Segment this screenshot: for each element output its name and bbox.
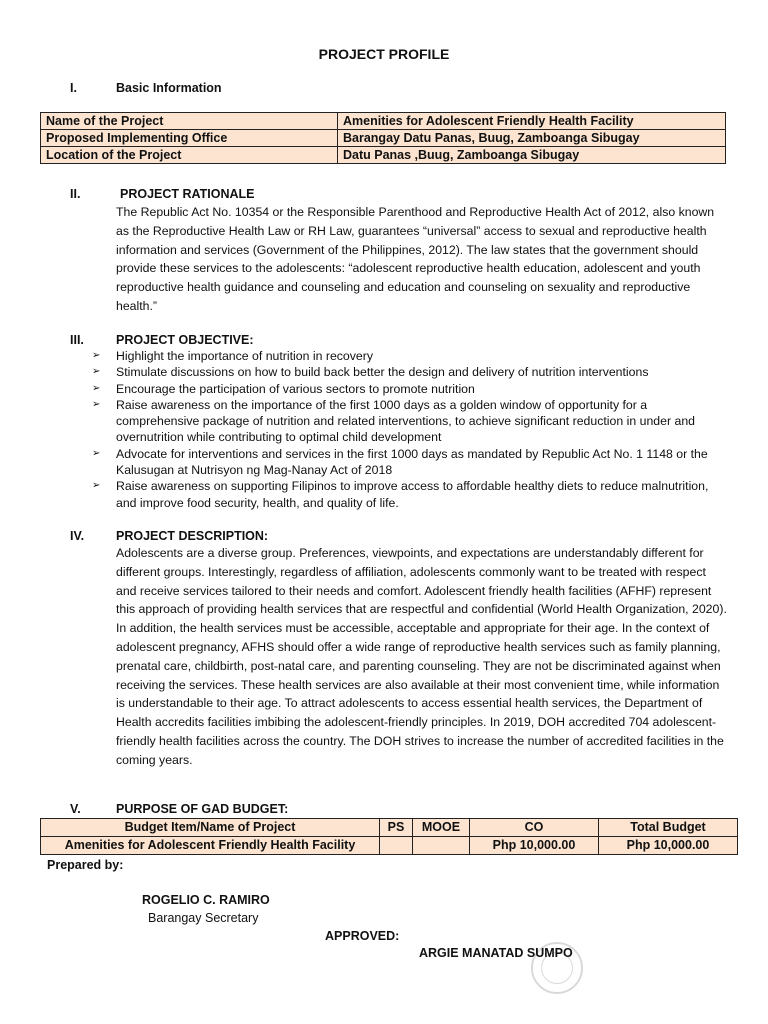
approver-name: ARGIE MANATAD SUMPO: [419, 946, 573, 960]
budget-header-mooe: MOOE: [413, 819, 470, 837]
budget-header-item: Budget Item/Name of Project: [41, 819, 380, 837]
budget-header-total: Total Budget: [599, 819, 738, 837]
info-value: Amenities for Adolescent Friendly Health Facility: [338, 113, 726, 130]
arrowhead-bullet-icon: ➢: [92, 366, 101, 378]
section-3-number: III.: [70, 333, 84, 347]
list-item: ➢ Raise awareness on the importance of the first 1000 days as a golden window of opportunity for a comprehensive package of nutrition and related interventions, to achieve significant reduction in under and overnutrition while contributing to optimal child development: [92, 397, 695, 445]
section-2-number: II.: [70, 187, 81, 201]
info-label: Name of the Project: [41, 113, 338, 130]
section-1-heading: Basic Information: [116, 81, 222, 95]
budget-ps: [380, 837, 413, 855]
arrowhead-bullet-icon: ➢: [92, 480, 101, 492]
objectives-list: [92, 348, 728, 511]
preparer-name: ROGELIO C. RAMIRO: [142, 893, 270, 907]
budget-table: [40, 818, 738, 855]
arrowhead-bullet-icon: ➢: [92, 398, 101, 410]
arrowhead-bullet-icon: ➢: [92, 382, 101, 394]
list-item: ➢ Highlight the importance of nutrition in recovery: [92, 349, 373, 363]
preparer-title: Barangay Secretary: [148, 911, 259, 925]
section-1-number: I.: [70, 81, 77, 95]
budget-header-ps: PS: [380, 819, 413, 837]
section-4-heading: PROJECT DESCRIPTION:: [116, 529, 269, 543]
table-row: [41, 147, 726, 164]
basic-info-table: [40, 112, 726, 164]
info-value: Datu Panas ,Buug, Zamboanga Sibugay: [338, 147, 726, 164]
prepared-by-label: Prepared by:: [47, 858, 124, 872]
description-text: Adolescents are a diverse group. Preferences, viewpoints, and expectations are understandably different for different groups. Interestingly, regardless of affiliation, adolescents commonly want to be treated with respect and receive services tailored to their needs and comfort. Adolescent friendly health facilities (AFHF) represent this approach of providing health services that are respectful and confidential (World Health Organization, 2020). In addition, the health services must be accessible, acceptable and appropriate for their age. In the context of adolescent pregnancy, AFHS should offer a wide range of reproductive health services such as family planning, prenatal care, childbirth, post-natal care, and parenting counseling. They are not be discriminated against when receiving the services. These health services are also available at their most convenient time, while information is understandable to their age. To attract adolescents to access essential health services, the Department of Health accredits facilities imbibing the adolescent-friendly principles. In 2019, DOH accredited 704 adolescent-friendly health facilities across the country. The DOH strives to increase the number of accredited facilities in the coming years.: [116, 546, 727, 767]
rationale-text: The Republic Act No. 10354 or the Responsible Parenthood and Reproductive Health Act of 2012, also known as the Reproductive Health Law or RH Law, guarantees “universal” access to sexual and reproductive health information and services (Government of the Philippines, 2012). The law states that the government should provide these services to the adolescents: “adolescent reproductive health education, adolescent and youth reproductive health guidance and counseling and education and counseling on sexuality and reproductive health.”: [116, 205, 715, 313]
section-3-heading: PROJECT OBJECTIVE:: [116, 333, 254, 347]
arrowhead-bullet-icon: ➢: [92, 350, 101, 361]
section-5-heading: PURPOSE OF GAD BUDGET:: [116, 802, 289, 816]
table-row: [41, 819, 738, 837]
section-4-number: IV.: [70, 529, 85, 543]
list-item: ➢ Advocate for interventions and services in the first 1000 days as mandated by Republic Act No. 1 1148 or the Kalusugan at Nutrisyon ng Mag-Nanay Act of 2018: [92, 446, 708, 478]
list-item: ➢ Encourage the participation of various sectors to promote nutrition: [92, 381, 475, 396]
arrowhead-bullet-icon: ➢: [92, 447, 101, 459]
table-row: [41, 837, 738, 855]
page-title: PROJECT PROFILE: [318, 46, 450, 62]
list-item: ➢ Stimulate discussions on how to build back better the design and delivery of nutrition interventions: [92, 365, 649, 380]
info-label: Proposed Implementing Office: [41, 130, 338, 147]
budget-co: Php 10,000.00: [470, 837, 599, 855]
budget-header-co: CO: [470, 819, 599, 837]
table-row: [41, 113, 726, 130]
approved-label: APPROVED:: [325, 929, 400, 943]
budget-mooe: [413, 837, 470, 855]
list-item: ➢ Raise awareness on supporting Filipinos to improve access to affordable healthy diets to reduce malnutrition, and improve food security, health, and quality of life.: [92, 479, 709, 510]
budget-total: Php 10,000.00: [599, 837, 738, 855]
section-2-heading: PROJECT RATIONALE: [120, 187, 255, 201]
budget-item: Amenities for Adolescent Friendly Health Facility: [41, 837, 380, 855]
section-5-number: V.: [70, 802, 81, 816]
info-value: Barangay Datu Panas, Buug, Zamboanga Sibugay: [338, 130, 726, 147]
table-row: [41, 130, 726, 147]
info-label: Location of the Project: [41, 147, 338, 164]
